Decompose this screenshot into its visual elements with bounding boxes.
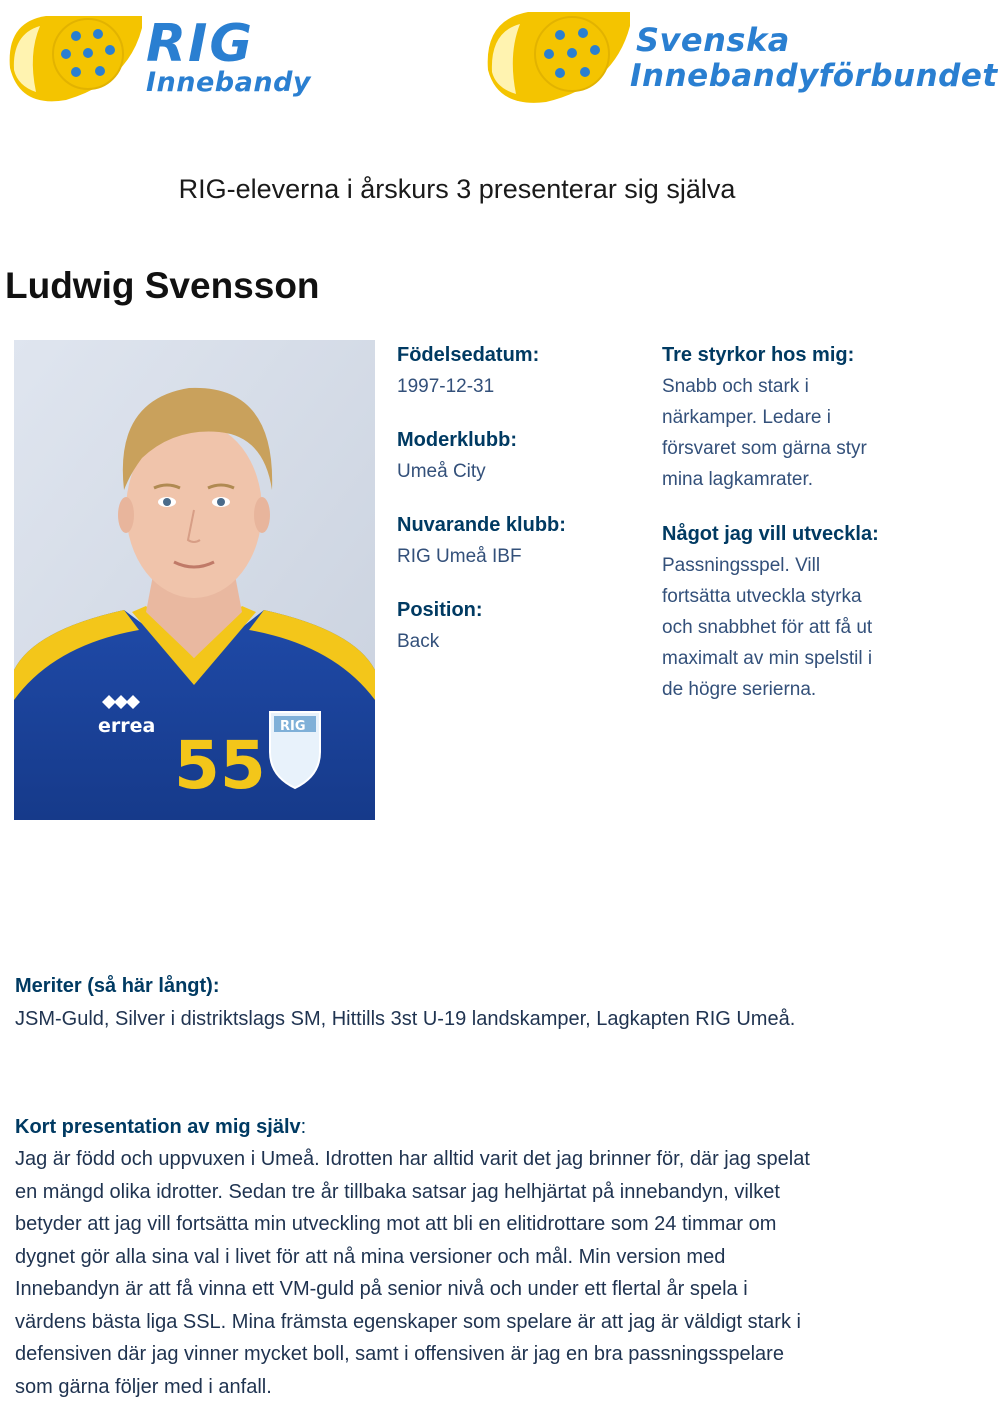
strengths-line: närkamper. Ledare i (662, 402, 922, 433)
develop-line: Passningsspel. Vill (662, 550, 922, 581)
presentation-line: en mängd olika idrotter. Sedan tre år tillbaka satsar jag helhjärtat på innebandyn, vilket (15, 1176, 915, 1209)
presentation-label (15, 1111, 306, 1143)
svenska-logo-word: Svenska (636, 22, 790, 58)
innebandy-logo-word: Innebandy (146, 68, 311, 98)
kit-brand-icon (102, 695, 140, 709)
rig-logo-word: RIG (146, 16, 254, 72)
fact-birthdate (397, 340, 647, 402)
fact-value: RIG Umeå IBF (397, 541, 647, 572)
develop-label: Något jag vill utveckla: (662, 519, 922, 550)
presentation-line: dygnet gör alla sina val i livet för att nå mina versioner och mål. Min version med (15, 1241, 915, 1274)
develop-line: fortsätta utveckla styrka (662, 581, 922, 612)
player-traits (662, 340, 922, 729)
crest-text: RIG (280, 719, 306, 734)
presentation-text (15, 1143, 915, 1403)
develop-line: maximalt av min spelstil i (662, 643, 922, 674)
develop-line: och snabbhet för att få ut (662, 612, 922, 643)
develop-line: de högre serierna. (662, 674, 922, 705)
strengths-line: mina lagkamrater. (662, 464, 922, 495)
develop-block (662, 519, 922, 705)
presentation-line: som gärna följer med i anfall. (15, 1371, 915, 1403)
merits-text: JSM-Guld, Silver i distriktslags SM, Hittills 3st U-19 landskamper, Lagkapten RIG Umeå. (15, 1003, 915, 1036)
strengths-label: Tre styrkor hos mig: (662, 340, 922, 371)
fact-label: Nuvarande klubb: (397, 510, 647, 541)
fact-label: Position: (397, 595, 647, 626)
player-photo (14, 340, 375, 820)
jersey-number: 55 (174, 727, 266, 804)
fact-position (397, 595, 647, 657)
presentation-line: Innebandyn är att få vinna ett VM-guld på senior nivå och under ett flertal år spela i (15, 1273, 915, 1306)
player-facts (397, 340, 647, 680)
player-name: Ludwig Svensson (5, 262, 320, 310)
strengths-block (662, 340, 922, 495)
innebandyforbundet-logo-word: Innebandyförbundet (630, 58, 998, 94)
strengths-line: Snabb och stark i (662, 371, 922, 402)
floorball-icon (484, 8, 634, 108)
fact-value: 1997-12-31 (397, 371, 647, 402)
fact-value: Umeå City (397, 456, 647, 487)
fact-label: Moderklubb: (397, 425, 647, 456)
presentation-line: värdens bästa liga SSL. Mina främsta egenskaper som spelare är att jag är väldigt stark i (15, 1306, 915, 1339)
page-subtitle: RIG-eleverna i årskurs 3 presenterar sig själva (0, 171, 914, 207)
merits-label: Meriter (så här långt): (15, 970, 219, 1002)
kit-brand-text: errea (98, 715, 155, 737)
strengths-line: försvaret som gärna styr (662, 433, 922, 464)
presentation-line: defensiven där jag vinner mycket boll, samt i offensiven är jag en bra passningsspelare (15, 1338, 915, 1371)
fact-current-club (397, 510, 647, 572)
fact-home-club (397, 425, 647, 487)
rig-innebandy-logo (6, 8, 306, 108)
presentation-label-colon: : (301, 1116, 307, 1138)
svenska-innebandyforbundet-logo (484, 8, 954, 108)
fact-label: Födelsedatum: (397, 340, 647, 371)
presentation-label-text: Kort presentation av mig själv (15, 1116, 301, 1138)
fact-value: Back (397, 626, 647, 657)
floorball-icon (6, 8, 146, 108)
presentation-line: betyder att jag vill fortsätta min utveckling mot att bli en elitidrottare som 24 timmar om (15, 1208, 915, 1241)
presentation-line: Jag är född och uppvuxen i Umeå. Idrotten har alltid varit det jag brinner för, där jag spelat (15, 1143, 915, 1176)
